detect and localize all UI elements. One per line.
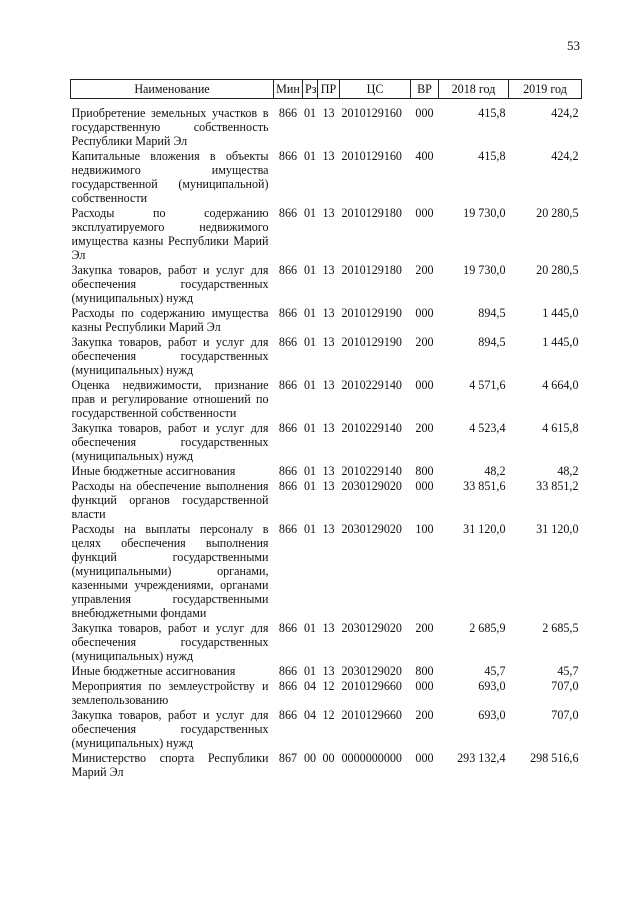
cell-cs: 2030129020	[341, 621, 402, 635]
cell-pr: 13	[322, 522, 335, 536]
header-2019: 2019 год	[509, 80, 582, 99]
cell-cs: 2010129160	[341, 106, 402, 120]
cell-pr: 13	[322, 621, 335, 635]
header-name: Наименование	[71, 80, 274, 99]
cell-pr: 13	[322, 335, 335, 349]
cell-min: 866	[278, 664, 298, 678]
cell-name: Мероприятия по землеустройству и землепользованию	[71, 679, 269, 707]
cell-name: Закупка товаров, работ и услуг для обеспечения государственных (муниципальных) нужд	[71, 335, 269, 377]
cell-2018: 415,8	[478, 106, 506, 120]
cell-2019: 707,0	[551, 708, 579, 722]
cell-2019: 20 280,5	[536, 263, 579, 277]
cell-name: Капитальные вложения в объекты недвижимого имущества государственной (муниципальной) собственности	[71, 149, 269, 205]
cell-rz: 01	[303, 522, 317, 536]
cell-2019: 20 280,5	[536, 206, 579, 220]
cell-cs: 2030129020	[341, 479, 402, 493]
cell-2019: 1 445,0	[542, 306, 579, 320]
cell-rz: 00	[303, 751, 317, 765]
cell-rz: 01	[303, 621, 317, 635]
cell-min: 866	[278, 149, 298, 163]
cell-name: Приобретение земельных участков в государственную собственность Республики Марий Эл	[71, 106, 269, 148]
table-row	[71, 664, 582, 679]
cell-cs: 2010129180	[341, 263, 402, 277]
table-row	[71, 263, 582, 306]
cell-min: 866	[278, 479, 298, 493]
cell-2019: 424,2	[551, 149, 579, 163]
table-row	[71, 206, 582, 263]
cell-rz: 01	[303, 306, 317, 320]
cell-pr: 13	[322, 479, 335, 493]
cell-pr: 13	[322, 664, 335, 678]
cell-2019: 48,2	[557, 464, 579, 478]
cell-vr: 400	[415, 149, 434, 163]
table-row	[71, 149, 582, 206]
cell-rz: 01	[303, 421, 317, 435]
cell-cs: 2010129180	[341, 206, 402, 220]
header-rz: Рз	[303, 80, 318, 99]
cell-2019: 2 685,5	[542, 621, 579, 635]
table-row	[71, 335, 582, 378]
cell-pr: 13	[322, 263, 335, 277]
cell-name: Расходы по содержанию имущества казны Республики Марий Эл	[71, 306, 269, 334]
cell-rz: 01	[303, 378, 317, 392]
cell-cs: 2010129190	[341, 306, 402, 320]
cell-2018: 293 132,4	[457, 751, 506, 765]
cell-2018: 415,8	[478, 149, 506, 163]
cell-cs: 2030129020	[341, 664, 402, 678]
cell-vr: 000	[415, 306, 434, 320]
table-row	[71, 378, 582, 421]
cell-2019: 1 445,0	[542, 335, 579, 349]
cell-pr: 13	[322, 149, 335, 163]
cell-pr: 00	[322, 751, 335, 765]
cell-pr: 13	[322, 464, 335, 478]
cell-2018: 2 685,9	[469, 621, 506, 635]
table-row	[71, 464, 582, 479]
table-header-row	[71, 80, 582, 99]
cell-name: Расходы на обеспечение выполнения функций органов государственной власти	[71, 479, 269, 521]
cell-min: 866	[278, 335, 298, 349]
cell-cs: 2010229140	[341, 421, 402, 435]
table-row	[71, 522, 582, 621]
cell-name: Закупка товаров, работ и услуг для обеспечения государственных (муниципальных) нужд	[71, 421, 269, 463]
cell-2019: 33 851,2	[536, 479, 579, 493]
cell-2018: 33 851,6	[463, 479, 506, 493]
cell-cs: 2010229140	[341, 378, 402, 392]
cell-cs: 2010129160	[341, 149, 402, 163]
cell-pr: 13	[322, 106, 335, 120]
cell-vr: 200	[415, 708, 434, 722]
cell-name: Министерство спорта Республики Марий Эл	[71, 751, 269, 779]
cell-rz: 04	[303, 708, 317, 722]
cell-cs: 0000000000	[341, 751, 402, 765]
cell-2018: 19 730,0	[463, 263, 506, 277]
cell-name: Иные бюджетные ассигнования	[71, 664, 236, 678]
cell-vr: 000	[415, 378, 434, 392]
cell-min: 866	[278, 263, 298, 277]
cell-rz: 01	[303, 106, 317, 120]
cell-2019: 4 615,8	[542, 421, 579, 435]
cell-name: Расходы на выплаты персоналу в целях обеспечения выполнения функций государственными (муниципальными) органами, казенными учреждениями, органами управления государственными внебюджетными фондами	[71, 522, 269, 620]
cell-2019: 424,2	[551, 106, 579, 120]
cell-pr: 12	[322, 708, 335, 722]
cell-name: Закупка товаров, работ и услуг для обеспечения государственных (муниципальных) нужд	[71, 263, 269, 305]
cell-rz: 01	[303, 149, 317, 163]
cell-vr: 800	[415, 664, 434, 678]
cell-name: Оценка недвижимости, признание прав и регулирование отношений по государственной собственности	[71, 378, 269, 420]
cell-2018: 45,7	[484, 664, 506, 678]
cell-min: 866	[278, 522, 298, 536]
cell-name: Иные бюджетные ассигнования	[71, 464, 236, 478]
cell-2018: 19 730,0	[463, 206, 506, 220]
cell-vr: 200	[415, 263, 434, 277]
cell-pr: 13	[322, 421, 335, 435]
cell-2019: 4 664,0	[542, 378, 579, 392]
cell-rz: 01	[303, 206, 317, 220]
cell-pr: 13	[322, 206, 335, 220]
cell-2018: 48,2	[484, 464, 506, 478]
cell-2019: 298 516,6	[530, 751, 579, 765]
cell-min: 866	[278, 306, 298, 320]
cell-pr: 12	[322, 679, 335, 693]
cell-vr: 800	[415, 464, 434, 478]
header-min: Мин	[274, 80, 303, 99]
budget-table	[70, 79, 582, 780]
cell-cs: 2010129660	[341, 708, 402, 722]
cell-vr: 200	[415, 421, 434, 435]
cell-cs: 2010229140	[341, 464, 402, 478]
cell-rz: 01	[303, 464, 317, 478]
cell-min: 866	[278, 679, 298, 693]
cell-min: 866	[278, 378, 298, 392]
table-row	[71, 751, 582, 780]
cell-2018: 4 571,6	[469, 378, 506, 392]
cell-name: Закупка товаров, работ и услуг для обеспечения государственных (муниципальных) нужд	[71, 621, 269, 663]
cell-2018: 894,5	[478, 306, 506, 320]
cell-rz: 01	[303, 479, 317, 493]
table-row	[71, 679, 582, 708]
cell-rz: 04	[303, 679, 317, 693]
cell-name: Расходы по содержанию эксплуатируемого недвижимого имущества казны Республики Марий Эл	[71, 206, 269, 262]
cell-pr: 13	[322, 378, 335, 392]
header-2018: 2018 год	[439, 80, 509, 99]
cell-rz: 01	[303, 335, 317, 349]
table-row	[71, 421, 582, 464]
cell-name: Закупка товаров, работ и услуг для обеспечения государственных (муниципальных) нужд	[71, 708, 269, 750]
cell-2019: 707,0	[551, 679, 579, 693]
cell-min: 866	[278, 464, 298, 478]
table-body	[71, 99, 582, 781]
header-pr: ПР	[318, 80, 340, 99]
cell-vr: 000	[415, 106, 434, 120]
cell-rz: 01	[303, 263, 317, 277]
cell-rz: 01	[303, 664, 317, 678]
cell-min: 866	[278, 621, 298, 635]
cell-2018: 693,0	[478, 708, 506, 722]
cell-min: 866	[278, 708, 298, 722]
table-row	[71, 621, 582, 664]
header-vr: ВР	[411, 80, 439, 99]
cell-2018: 4 523,4	[469, 421, 506, 435]
cell-min: 866	[278, 421, 298, 435]
cell-2018: 894,5	[478, 335, 506, 349]
cell-2019: 31 120,0	[536, 522, 579, 536]
cell-cs: 2010129190	[341, 335, 402, 349]
cell-vr: 200	[415, 335, 434, 349]
cell-2018: 693,0	[478, 679, 506, 693]
cell-cs: 2030129020	[341, 522, 402, 536]
cell-2018: 31 120,0	[463, 522, 506, 536]
cell-cs: 2010129660	[341, 679, 402, 693]
cell-min: 866	[278, 206, 298, 220]
table-row	[71, 708, 582, 751]
cell-vr: 000	[415, 479, 434, 493]
header-cs: ЦС	[340, 80, 411, 99]
cell-min: 866	[278, 106, 298, 120]
page-number: 53	[567, 38, 580, 53]
cell-pr: 13	[322, 306, 335, 320]
table-row	[71, 479, 582, 522]
cell-vr: 100	[415, 522, 434, 536]
cell-vr: 200	[415, 621, 434, 635]
cell-vr: 000	[415, 679, 434, 693]
cell-min: 867	[278, 751, 298, 765]
table-row	[71, 99, 582, 150]
cell-vr: 000	[415, 751, 434, 765]
cell-vr: 000	[415, 206, 434, 220]
table-row	[71, 306, 582, 335]
cell-2019: 45,7	[557, 664, 579, 678]
